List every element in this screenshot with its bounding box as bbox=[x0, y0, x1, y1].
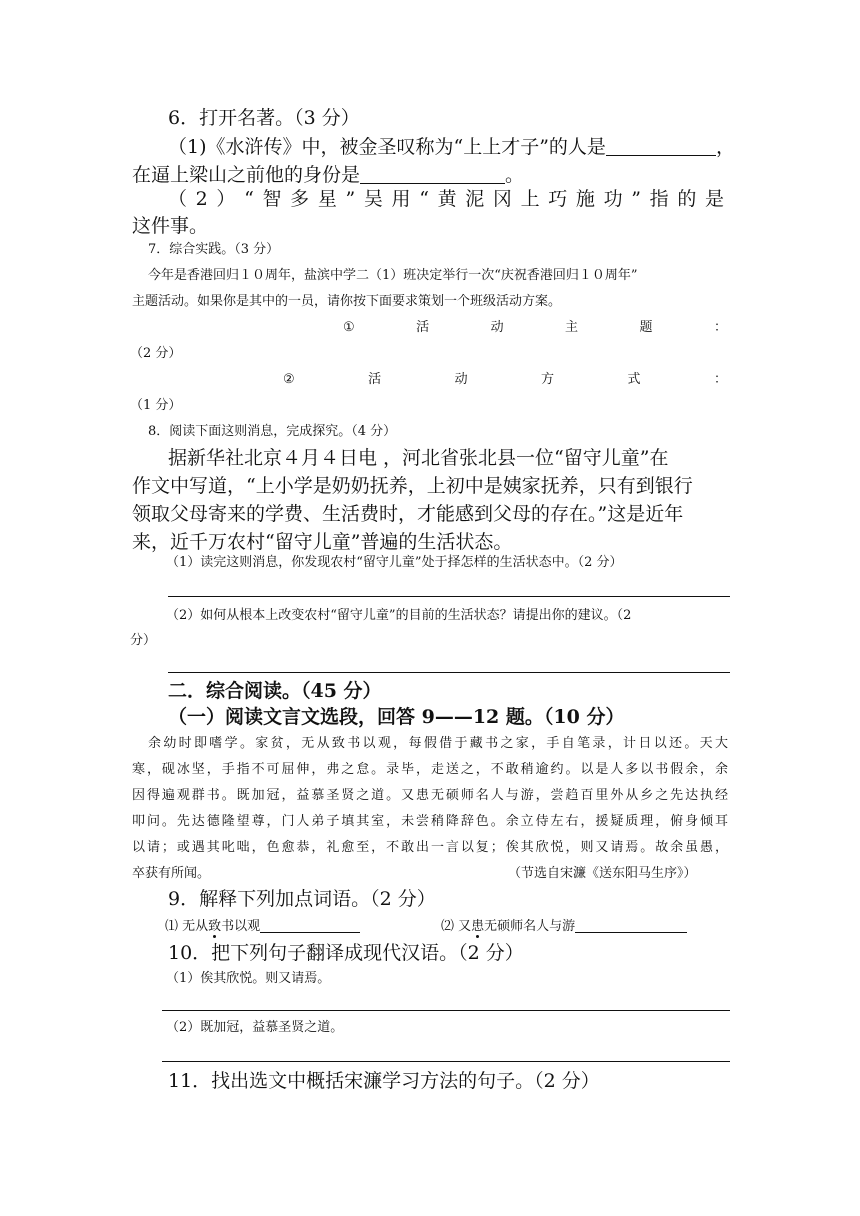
q11-title: 11．找出选文中概括宋濂学习方法的句子。（2 分） bbox=[168, 1070, 600, 1092]
q10-sub1: （1）俟其欣悦。则又请焉。 bbox=[166, 971, 331, 986]
q9-title: 9．解释下列加点词语。（2 分） bbox=[168, 888, 436, 910]
answer-line[interactable] bbox=[162, 1061, 730, 1062]
q8-sub2-line1: （2）如何从根本上改变农村“留守儿童”的目前的生活状态？请提出你的建议。（2 bbox=[166, 608, 632, 623]
q7-item1-score: （2 分） bbox=[130, 346, 182, 361]
q6-part2-line2: 这件事。 bbox=[132, 215, 209, 237]
q7-item2-score: （1 分） bbox=[130, 398, 182, 413]
q7-intro-line2: 主题活动。如果你是其中的一员，请你按下面要求策划一个班级活动方案。 bbox=[132, 294, 562, 309]
answer-blank[interactable] bbox=[260, 916, 360, 933]
q6-title: 6．打开名著。（3 分） bbox=[168, 107, 360, 129]
q9-item2: ⑵ 又患无硕师名人与游 bbox=[441, 914, 687, 940]
q8-news-line3: 领取父母寄来的学费、生活费时，才能感到父母的存在。”这是近年 bbox=[132, 503, 684, 525]
q7-item2-label: ② 活 动 方 式 ： bbox=[283, 372, 727, 387]
q6-part2-line1: （2）“智多星”吴用“黄泥冈上巧施功”指的是 bbox=[168, 188, 730, 210]
q10-sub2: （2）既加冠，益慕圣贤之道。 bbox=[166, 1020, 344, 1035]
answer-line[interactable] bbox=[168, 672, 730, 673]
passage-line4: 叩问。先达德隆望尊，门人弟子填其室，未尝稍降辞色。余立侍左右，援疑质理，俯身倾耳 bbox=[132, 814, 728, 829]
q6-part1-line2: 在逼上梁山之前他的身份是 。 bbox=[132, 164, 525, 186]
q8-news-line2: 作文中写道，“上小学是奶奶抚养，上初中是姨家抚养，只有到银行 bbox=[132, 475, 693, 497]
q6-part1-line1: （1)《水浒传》中，被金圣叹称为“上上才子”的人是 ， bbox=[168, 136, 735, 158]
q8-news-line4: 来，近千万农村“留守儿童”普遍的生活状态。 bbox=[132, 531, 513, 553]
answer-line[interactable] bbox=[162, 1010, 730, 1011]
q7-item1-label: ① 活 动 主 题 ： bbox=[343, 320, 727, 335]
q8-title: 8．阅读下面这则消息，完成探究。（4 分） bbox=[148, 424, 397, 439]
passage-line5: 以请；或遇其叱咄，色愈恭，礼愈至，不敢出一言以复；俟其欣悦，则又请焉。故余虽愚， bbox=[132, 840, 728, 855]
answer-line[interactable] bbox=[168, 596, 730, 597]
q8-sub1: （1）读完这则消息，你发现农村“留守儿童”处于择怎样的生活状态中。（2 分） bbox=[166, 555, 623, 570]
q7-intro-line1: 今年是香港回归１０周年，盐滨中学二（1）班决定举行一次“庆祝香港回归１０周年” bbox=[148, 268, 638, 283]
q8-news-line1: 据新华社北京４月４日电 ，河北省张北县一位“留守儿童”在 bbox=[168, 447, 669, 469]
q9-item1: ⑴ 无从致书以观 bbox=[165, 914, 360, 940]
q10-title: 10．把下列句子翻译成现代汉语。（2 分） bbox=[168, 942, 524, 964]
dotted-word: 患 bbox=[471, 919, 485, 934]
answer-blank[interactable] bbox=[575, 916, 687, 933]
answer-blank[interactable] bbox=[360, 163, 505, 184]
passage-line2: 寒，砚冰坚，手指不可屈伸，弗之怠。录毕，走送之，不敢稍逾约。以是人多以书假余，余 bbox=[132, 762, 728, 777]
dotted-word: 致 bbox=[208, 919, 222, 934]
passage-line6: 卒获有所闻。 bbox=[132, 866, 211, 881]
section2-title: 二．综合阅读。（45 分） bbox=[168, 680, 382, 702]
section2-part1-title: （一）阅读文言文选段，回答 9——12 题。（10 分） bbox=[168, 706, 625, 728]
q8-sub2-line2: 分） bbox=[130, 633, 157, 648]
answer-blank[interactable] bbox=[606, 135, 716, 156]
q7-title: 7．综合实践。（3 分） bbox=[148, 242, 280, 257]
passage-line3: 因得遍观群书。既加冠，益慕圣贤之道。又患无硕师名人与游，尝趋百里外从乡之先达执经 bbox=[132, 788, 728, 803]
passage-line1: 余幼时即嗜学。家贫，无从致书以观，每假借于藏书之家，手自笔录，计日以还。天大 bbox=[148, 736, 728, 751]
passage-source: （节选自宋濂《送东阳马生序》） bbox=[508, 866, 697, 881]
